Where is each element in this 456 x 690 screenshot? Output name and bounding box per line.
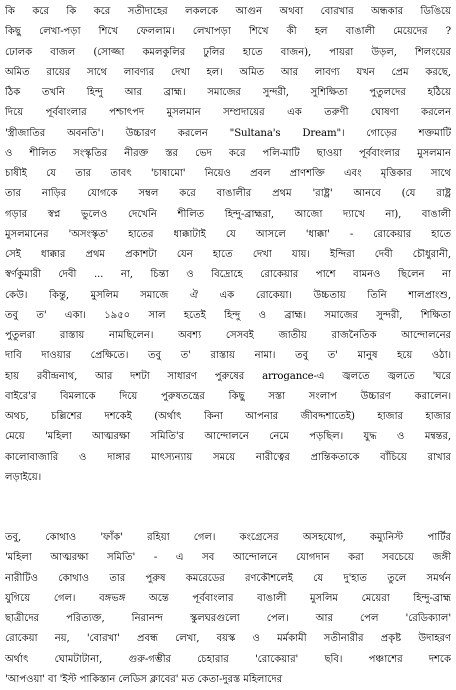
text-line: কি করে কি করে সতীদাহের লকলকে আগুন অথবা বোরখার অন্ধকার ডিঙিয়ে	[5, 6, 451, 17]
text-line: পুতুলরা রাস্তায় নামছিলেন। অবশ্য সেসবই জাতীয় রাজনৈতিক আন্দোলনের	[5, 330, 451, 341]
paragraph-2	[5, 528, 451, 690]
paragraph-gap	[5, 488, 451, 528]
text-line: লড়াইয়ে।	[5, 471, 42, 483]
text-line: 'আপওয়া' বা 'ইস্ট পাকিস্তান লেডিস ক্লাবের' মত কেতা-দুরস্ত মহিলাদের	[5, 673, 283, 685]
text-line: নারীটিও কোথাও তার পুরুষ কমরেডের রণকৌশলেই যে দু'হাত তুলে সমর্থন	[5, 572, 451, 584]
text-line: ঢোলক বাজল (সোজ্জা কমলকুলির ঢুলির হাতে বাজন), পায়রা উড়ল, শিলংয়ের	[5, 46, 451, 58]
text-line: ঠিক তখনি হিন্দু আর ব্রাহ্ম। সমাজের সুন্দরী, সুশিক্ষিতা পুতুলদের হঠিয়ে	[5, 87, 451, 98]
paragraph-1	[5, 2, 451, 488]
text-line: মেয়ে 'মহিলা আত্মরক্ষা সমিতি'র আন্দোলনে নেমে পড়ছিল। যুদ্ধ ও মন্বন্তর,	[5, 431, 451, 443]
text-line: 'মহিলা আত্মরক্ষা সমিতি' - এ সব আন্দোলনে যোগদান করা সবচেয়ে জঙ্গী	[5, 552, 451, 564]
text-line: যুগিয়ে গেল। বঙ্গভঙ্গ অন্তে পূর্ববাংলার বাঙালী মুসলিম মেয়েরা হিন্দু-ব্রাহ্ম	[5, 592, 451, 604]
text-line: তবু ত' একা। ১৯৫০ সাল হতেই হিন্দু ও ব্রাহ্ম। সমাজের সুন্দরী, শিক্ষিতা	[5, 309, 451, 321]
text-line: গড়ার স্বপ্ন ভুলেও দেখেনি শীলিত হিন্দু-ব্রাহ্মরা, আজো দ্যাখে না), বাঙালী	[5, 208, 451, 220]
text-line: স্বর্ণকুমারী দেবী ... না, চিন্তা ও বিদ্রোহে রোকেয়ার পাশে বামনও ছিলেন না	[5, 269, 451, 281]
text-line: অমিত রায়ের সাথে লাবণ্যর দেখা হল। অমিত আর লাবণ্য যখন প্রেম করছে,	[5, 66, 451, 78]
text-line: দিয়ে পূর্ববাংলার পশ্চাৎপদ মুসলমান সম্প্রদায়ের এক তরুণী ঘোষণা করলেন	[5, 107, 451, 119]
text-line: অথচ, চল্লিশের দশকেই (অর্থাৎ কিনা আপনার জীবদ্দশাতেই) হাজার হাজার	[5, 411, 451, 422]
text-line: 'স্ত্রীজাতির অবনতি'। উচ্চারণ করলেন "Sultana's Dream"। গোড়ের শক্তমাটি	[5, 127, 451, 139]
text-line: অর্থাৎ ঘোমটাটানা, গুরু-গম্ভীর চেহারার 'রোকেয়ার' ছবি। পঞ্চাশের দশকে	[5, 653, 451, 665]
text-line: ও শীলিত সংস্কৃতির নীরক্ত স্তর ভেদ করে পলি-মাটি ছাওয়া পূর্ববাংলার মুসলমান	[5, 147, 451, 159]
text-line: বাইরে'র বিমলাকে দিয়ে পুরুষতন্ত্রের কিছু সস্তা সংলাপ উচ্চারণ করালেন।	[5, 390, 451, 402]
text-line: হায় রবীন্দ্রনাথ, আর দশটা সাধারণ পুরুষের arrogance-এ জ্বলতে জ্বলতে 'ঘরে	[5, 370, 451, 382]
text-line: রোকেয়া নয়, 'বোরখা' প্রবন্ধ লেখা, বয়স্ক ও মর্মকামী সতীনারীর প্রকৃষ্ট উদাহরণ	[5, 633, 451, 645]
text-line: সেই ধাক্কার প্রথম প্রকাশটা যেন হাতে দেখা যায়। ইন্দিরা দেবী চৌধুরানী,	[5, 249, 451, 260]
text-line: তার নাড়ির যোগকে সম্বল করে বাঙালীর প্রথম 'রাষ্ট্র' আনবে (যে রাষ্ট্র	[5, 188, 451, 200]
text-line: কেউ। কিন্তু, মুসলিম সমাজে ঐ এক রোকেয়া। উচ্চতায় তিনি শালপ্রাংশু,	[5, 289, 451, 301]
text-line: কিছু লেখা-পড়া শিখে ফেললাম। লেখাপড়া শিখে কী হল বাঙালী মেয়েদের ?	[5, 26, 451, 38]
text-line: দাবি দাওয়ার প্রেক্ষিতে। তবু ত' রাস্তায় নামা। তবু ত' মানুষ হয়ে ওঠা।	[5, 350, 451, 362]
text-line: তবু, কোথাও 'ফাঁক' রহিয়া গেল। কংগ্রেসের অসহযোগ, কম্যুনিস্ট পার্টির	[5, 532, 451, 543]
text-line: কালোবাজারি ও দাঙ্গার মাৎস্যন্যায় সময়ে নারীত্বের প্রান্তিকতাকে বাঁচিয়ে রাখার	[5, 451, 451, 463]
text-line: ছাত্রীদের পরিত্যক্ত, নিরানন্দ স্কুলঘরগুলো পেল। আর পেল 'রেডিক্যাল'	[5, 613, 451, 624]
text-line: মুসলমানের 'অসংস্কৃত' হাতের ধাক্কাটাই যে আসলে 'ধাক্কা' - রোকেয়ার হাতে	[5, 228, 451, 240]
text-line: চাষীই যে তার তাবৎ 'চাষামো' নিয়েও প্রবল প্রাণশক্তি এবং মৃত্তিকার সাথে	[5, 168, 451, 179]
